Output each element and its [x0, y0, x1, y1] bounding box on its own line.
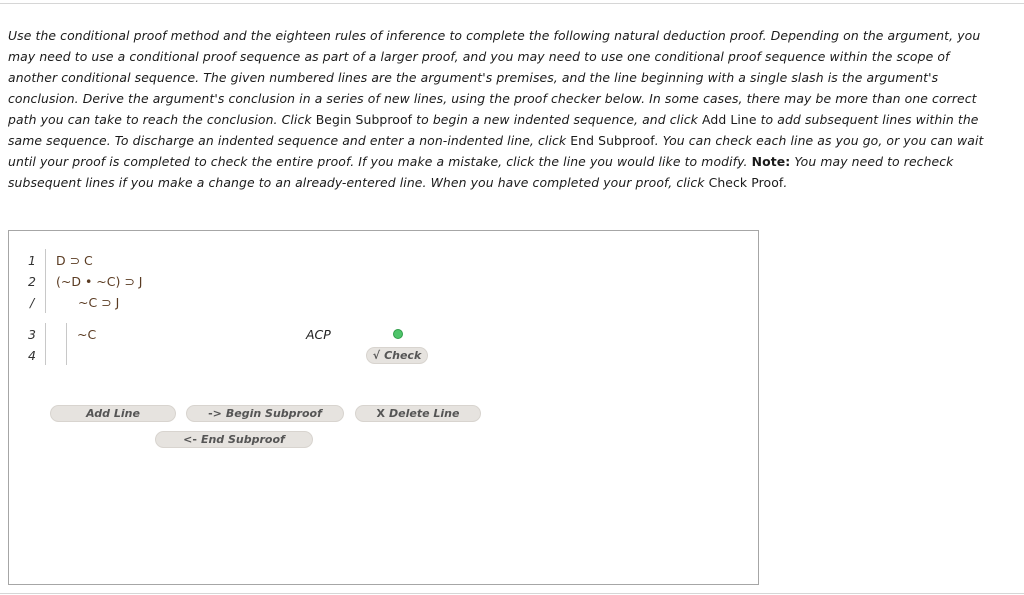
begin-subproof-ref: Begin Subproof — [315, 112, 413, 127]
line-3-justification[interactable]: ACP — [306, 327, 331, 342]
end-subproof-ref: End Subproof — [570, 133, 655, 148]
add-line-ref: Add Line — [702, 112, 757, 127]
top-divider — [0, 3, 1024, 4]
proof-checker-panel — [8, 230, 759, 585]
premise-1-formula: D ⊃ C — [56, 253, 93, 268]
instructions-text: Use the conditional proof method and the eighteen rules of inference to complete the following natural deduction proof. Depending on the argument, you may need to use a conditional proof sequence as part of a larger proof, and you may need to use one conditional proof sequence within the scope of another conditional sequence. The given numbered lines are the argument's premises, and the line beginning with a single slash is the argument's conclusion. Derive the argument's conclusion in a series of new lines, using the proof checker below. In some cases, there may be more than one correct path you can take to reach the conclusion. Click Begin Subproof to begin a new indented sequence, and click Add Line to add subsequent lines within the same sequence. To discharge an indented sequence and enter a non-indented line, click End Subproof. You can check each line as you go, or you can wait until your proof is completed to check the entire proof. If you make a mistake, click the line you would like to modify. Note: You may need to recheck subsequent lines if you make a change to an already-entered line. When you have completed your proof, click Check Proof. — [8, 28, 984, 190]
conclusion-slash: / — [30, 295, 35, 310]
conclusion-formula: ~C ⊃ J — [78, 295, 120, 310]
line-3-status-dot — [393, 329, 403, 339]
main-scope-bar — [45, 323, 46, 365]
check-button[interactable]: √ Check — [366, 347, 428, 364]
arrow-left-icon: <- — [183, 433, 197, 446]
line-number-2: 2 — [28, 274, 36, 289]
end-subproof-button[interactable]: <- End Subproof — [155, 431, 313, 448]
check-proof-ref: Check Proof — [708, 175, 784, 190]
delete-icon: X — [376, 407, 386, 420]
add-line-button[interactable]: Add Line — [50, 405, 176, 422]
premise-2-formula: (~D • ~C) ⊃ J — [56, 274, 143, 289]
line-number-3: 3 — [28, 327, 36, 342]
line-number-4: 4 — [28, 348, 36, 363]
line-number-1: 1 — [28, 253, 36, 268]
line-4-formula-input[interactable] — [77, 348, 277, 364]
delete-line-button[interactable]: X Delete Line — [355, 405, 481, 422]
check-icon: √ — [372, 349, 381, 362]
note-label: Note: — [751, 154, 791, 169]
line-3-formula[interactable]: ~C — [77, 327, 97, 342]
arrow-right-icon: -> — [208, 407, 222, 420]
begin-subproof-button[interactable]: -> Begin Subproof — [186, 405, 344, 422]
subproof-scope-bar — [66, 323, 67, 365]
premise-scope-bar — [45, 249, 46, 313]
bottom-divider — [0, 593, 1024, 594]
